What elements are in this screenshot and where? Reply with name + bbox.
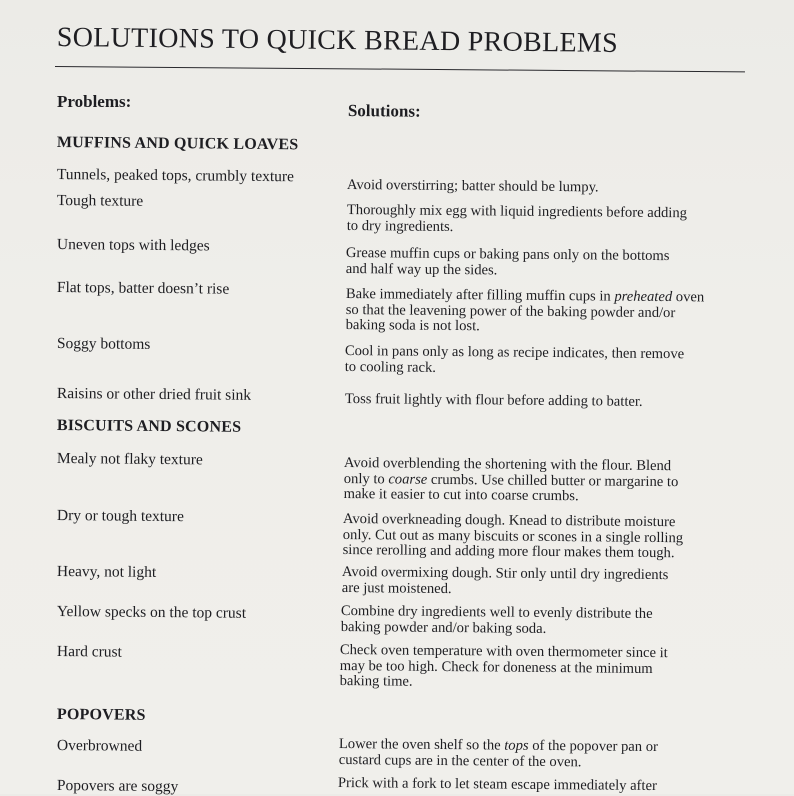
solution-text: Toss fruit lightly with flour before adding to batter.	[344, 391, 643, 410]
solution-text: Lower the oven shelf so the tops of the popover pan or custard cups are in the center of the oven.	[338, 736, 658, 770]
title-underline	[55, 66, 745, 72]
solution-text: Thoroughly mix egg with liquid ingredients before adding to dry ingredients.	[346, 202, 688, 235]
solution-text: Check oven temperature with oven thermometer since it may be too high. Check for doneness at the minimum baking time.	[339, 642, 668, 690]
section-heading-popovers: POPOVERS	[56, 706, 146, 724]
problem-text: Hard crust	[56, 643, 122, 661]
solution-text: Avoid overkneading dough. Knead to distribute moisture only. Cut out as many biscuits or scones in a single rolling since rerolling and adding more flour makes them tough.	[342, 511, 684, 562]
solution-text: Avoid overmixing dough. Stir only until dry ingredients are just moistened.	[341, 564, 669, 597]
problem-text: Mealy not flaky texture	[56, 450, 203, 469]
problems-column-header: Problems:	[57, 92, 132, 111]
problem-text: Soggy bottoms	[56, 335, 151, 353]
problem-text: Dry or tough texture	[56, 507, 184, 526]
solution-text: Combine dry ingredients well to evenly distribute the baking powder and/or baking soda.	[340, 603, 653, 637]
problem-text: Uneven tops with ledges	[56, 236, 210, 255]
problem-text: Flat tops, batter doesn’t rise	[56, 279, 230, 298]
problem-text: Tunnels, peaked tops, crumbly texture	[56, 166, 295, 186]
section-heading-biscuits: BISCUITS AND SCONES	[56, 417, 242, 436]
problem-text: Tough texture	[56, 192, 144, 210]
problem-text: Heavy, not light	[56, 563, 157, 581]
section-heading-muffins: MUFFINS AND QUICK LOAVES	[56, 134, 299, 154]
page-title: SOLUTIONS TO QUICK BREAD PROBLEMS	[56, 22, 619, 59]
solution-text: Grease muffin cups or baking pans only on the bottoms and half way up the sides.	[345, 245, 670, 278]
solutions-column-header: Solutions:	[347, 101, 421, 121]
problem-text: Yellow specks on the top crust	[56, 603, 247, 622]
solution-text: Bake immediately after filling muffin cups in preheated oven so that the leavening power of the baking powder and/or baking soda is not lost.	[345, 286, 705, 335]
solution-text: Prick with a fork to let steam escape immediately after	[337, 775, 657, 795]
problem-text: Overbrowned	[56, 737, 143, 755]
solution-text: Avoid overblending the shortening with the flour. Blend only to coarse crumbs. Use chilled butter or margarine to make it easier to cut into coarse crumbs.	[343, 455, 679, 505]
solution-text: Avoid overstirring; batter should be lumpy.	[346, 177, 599, 196]
problem-text: Raisins or other dried fruit sink	[56, 385, 252, 404]
problem-text: Popovers are soggy	[56, 777, 179, 796]
solution-text: Cool in pans only as long as recipe indicates, then remove to cooling rack.	[344, 343, 685, 376]
